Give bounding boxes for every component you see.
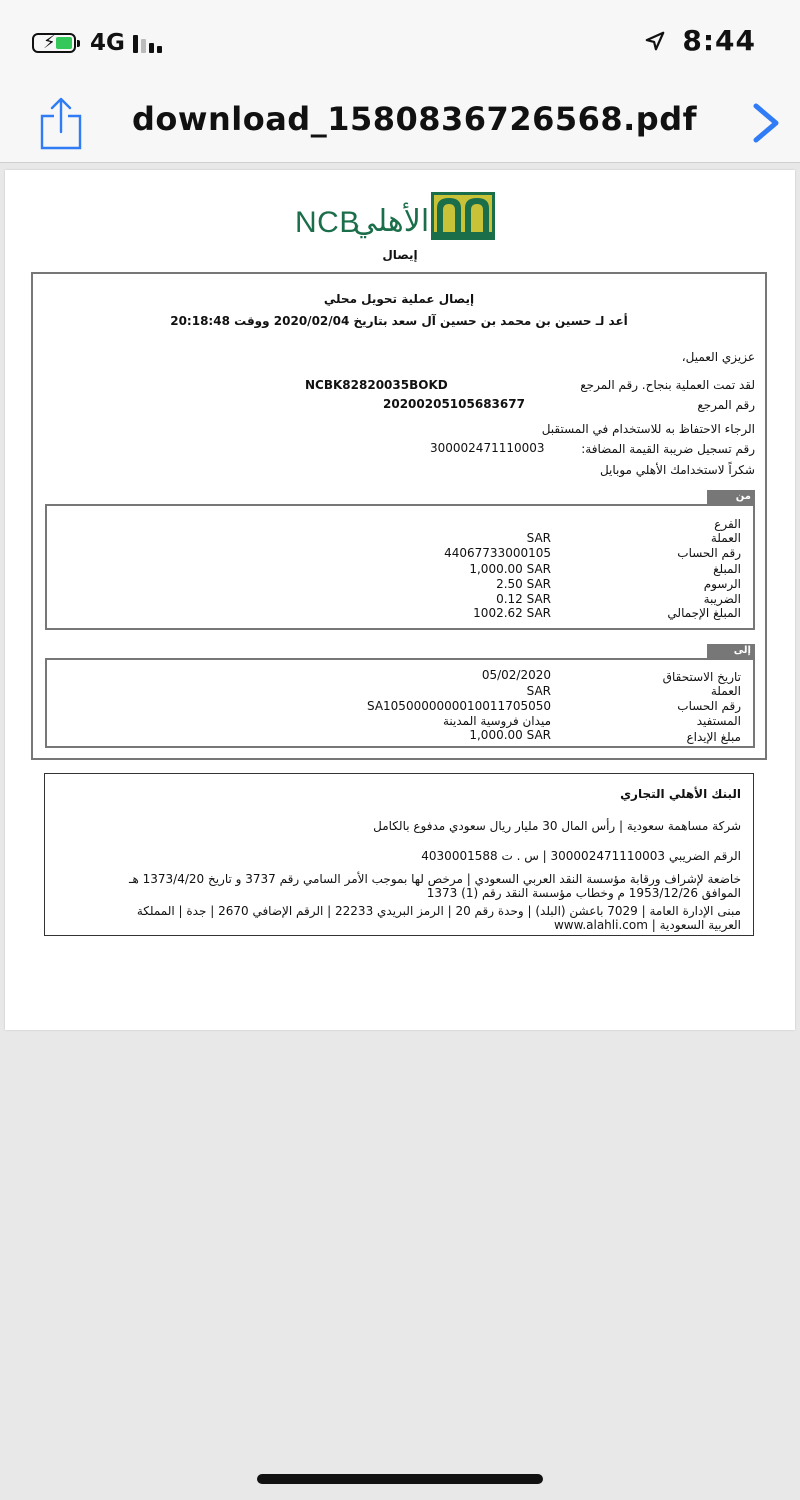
to-section-box [45,658,755,748]
from-amount-label: المبلغ [713,562,741,576]
logo-arabic-text: الأهلي [353,204,430,239]
clock: 8:44 [682,24,756,57]
to-section-header: إلى [707,644,755,658]
from-tax-value: 0.12 SAR [496,592,551,606]
success-reference: NCBK82820035BOKD [305,378,448,392]
pdf-page [5,170,795,1030]
share-icon[interactable] [38,96,84,150]
status-left [32,30,162,56]
receipt-label: إيصال [382,248,418,262]
vat-label: رقم تسجيل ضريبة القيمة المضافة: [581,442,755,456]
signal-bars-icon [133,33,162,53]
success-text: لقد تمت العملية بنجاح. رقم المرجع [580,378,755,392]
address-line-2: العربية السعودية | www.alahli.com [553,918,741,932]
chevron-right-icon[interactable] [750,102,782,144]
reference-label: رقم المرجع [697,398,755,412]
logo-latin-text: NCB [295,206,360,239]
from-currency-value: SAR [526,531,551,545]
receipt-heading: إيصال عملية تحويل محلي [323,292,475,306]
from-amount-value: 1,000.00 SAR [469,562,551,576]
regulation-line-2: الموافق 1953/12/26 م وخطاب مؤسسة النقد رقم (1) 1373 [426,886,741,900]
reference-value: 20200205105683677 [383,397,525,411]
battery-icon [32,33,76,53]
from-tax-label: الضريبة [703,592,741,606]
greeting-text: عزيزي العميل، [681,350,755,364]
from-branch-label: الفرع [714,517,741,531]
document-toolbar [0,86,800,163]
company-line: شركة مساهمة سعودية | رأس المال 30 مليار ريال سعودي مدفوع بالكامل [373,819,741,833]
to-due-date-label: تاريخ الاستحقاق [662,670,741,684]
to-account-value: SA1050000000010011705050 [366,699,551,713]
to-account-label: رقم الحساب [677,699,741,713]
to-deposit-value: 1,000.00 SAR [469,728,551,742]
bank-footer-box [44,773,754,936]
to-currency-value: SAR [526,684,551,698]
from-fees-value: 2.50 SAR [496,577,551,591]
keep-note: الرجاء الاحتفاظ به للاستخدام في المستقبل [541,422,755,436]
thanks-text: شكراً لاستخدامك الأهلي موبايل [599,463,755,477]
to-deposit-label: مبلغ الإيداع [686,730,741,744]
ncb-arch-logo-icon [431,192,495,240]
prepared-for-line: أعد لـ حسين بن محمد بن حسين آل سعد بتاريخ 2020/02/04 ووقت 20:18:48 [170,314,628,328]
from-currency-label: العملة [710,531,741,545]
regulation-line-1: خاضعة لإشراف ورقابة مؤسسة النقد العربي السعودي | مرخص لها بموجب الأمر السامي رقم 3737 و تاريخ 1373/4/20 هـ [128,872,741,886]
bank-name: البنك الأهلي التجاري [620,787,741,801]
to-due-date-value: 05/02/2020 [481,668,551,682]
tax-line: الرقم الضريبي 300002471110003 | س . ت 4030001588 [421,849,741,863]
from-fees-label: الرسوم [703,577,741,591]
to-beneficiary-value: ميدان فروسية المدينة [442,714,551,728]
ncb-logo [295,192,505,244]
from-section-box [45,504,755,630]
from-total-value: 1002.62 SAR [473,606,551,620]
to-beneficiary-label: المستفيد [696,714,741,728]
vat-value: 300002471110003 [430,441,545,455]
charging-bolt-icon: ⚡ [43,32,56,53]
location-arrow-icon [644,30,666,52]
to-currency-label: العملة [710,684,741,698]
document-title: download_1580836726568.pdf [132,100,698,138]
home-indicator[interactable] [257,1474,543,1484]
status-bar [0,0,800,86]
from-section-header: من [707,490,755,504]
receipt-main-box [31,272,767,760]
from-account-value: 44067733000105 [444,546,551,560]
status-right [644,24,756,57]
network-type: 4G [90,30,125,56]
from-total-label: المبلغ الإجمالي [667,606,741,620]
from-account-label: رقم الحساب [677,546,741,560]
address-line-1: مبنى الإدارة العامة | 7029 باعشن (البلد) | وحدة رقم 20 | الرمز البريدي 22233 | الرقم الإضافي 2670 | جدة | المملكة [136,904,741,918]
